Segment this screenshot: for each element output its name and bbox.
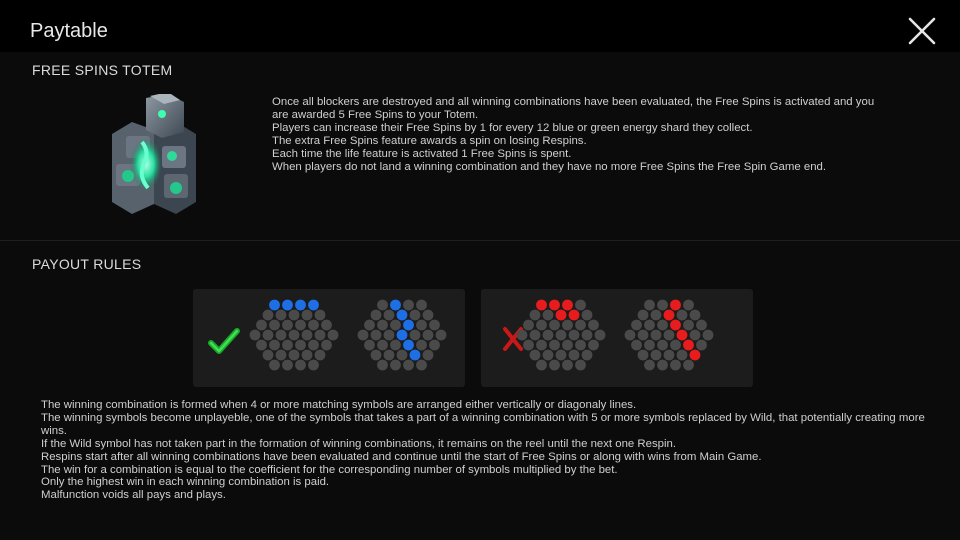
symbol-dot	[282, 320, 293, 331]
highlighted-symbol-dot	[397, 330, 408, 341]
symbol-dot	[371, 330, 382, 341]
symbol-dot	[523, 340, 534, 351]
highlighted-symbol-dot	[664, 310, 675, 321]
symbol-dot	[670, 360, 681, 371]
symbol-dot	[562, 360, 573, 371]
symbol-dot	[683, 360, 694, 371]
symbol-dot	[543, 330, 554, 341]
symbol-dot	[549, 320, 560, 331]
symbol-dot	[289, 310, 300, 321]
symbol-dot	[543, 310, 554, 321]
symbol-dot	[397, 350, 408, 361]
symbol-dot	[631, 320, 642, 331]
highlighted-symbol-dot	[410, 350, 421, 361]
symbol-dot	[582, 310, 593, 321]
symbol-dot	[651, 310, 662, 321]
symbol-dot	[703, 330, 714, 341]
symbol-dot	[517, 330, 528, 341]
invalid-combination-example	[481, 289, 753, 387]
symbol-dot	[523, 320, 534, 331]
symbol-dot	[302, 350, 313, 361]
symbol-dot	[403, 300, 414, 311]
symbol-dot	[677, 350, 688, 361]
highlighted-symbol-dot	[308, 300, 319, 311]
symbol-dot	[295, 360, 306, 371]
symbol-dot	[556, 350, 567, 361]
payout-rule-paragraph: The win for a combination is equal to the coefficient for the corresponding number of symbols multiplied by the bet.	[41, 463, 618, 476]
symbol-dot	[651, 330, 662, 341]
symbol-dot	[690, 310, 701, 321]
highlighted-symbol-dot	[677, 330, 688, 341]
symbol-dot	[403, 360, 414, 371]
symbol-dot	[562, 320, 573, 331]
symbol-dot	[256, 340, 267, 351]
highlighted-symbol-dot	[397, 310, 408, 321]
symbol-dot	[543, 350, 554, 361]
symbol-dot	[429, 340, 440, 351]
symbol-dot	[644, 320, 655, 331]
symbol-dot	[664, 350, 675, 361]
symbol-dot	[377, 300, 388, 311]
symbol-dot	[536, 320, 547, 331]
symbol-dot	[295, 320, 306, 331]
symbol-dot	[644, 340, 655, 351]
symbol-dot	[315, 350, 326, 361]
close-icon[interactable]	[905, 14, 939, 48]
symbol-dot	[315, 310, 326, 321]
symbol-dot	[371, 310, 382, 321]
symbol-dot	[429, 320, 440, 331]
symbol-dot	[638, 310, 649, 321]
page-title: Paytable	[30, 20, 108, 42]
highlighted-symbol-dot	[562, 300, 573, 311]
payout-rule-paragraph: Malfunction voids all pays and plays.	[41, 489, 226, 502]
symbol-dot	[696, 320, 707, 331]
symbol-dot	[390, 340, 401, 351]
symbol-dot	[410, 330, 421, 341]
symbol-dot	[416, 360, 427, 371]
symbol-dot	[377, 320, 388, 331]
symbol-dot	[549, 360, 560, 371]
symbol-dot	[377, 340, 388, 351]
symbol-dot	[276, 330, 287, 341]
symbol-dot	[289, 350, 300, 361]
symbol-dot	[384, 330, 395, 341]
symbol-dot	[549, 340, 560, 351]
symbol-dot	[595, 330, 606, 341]
symbol-dot	[384, 350, 395, 361]
symbol-dot	[308, 340, 319, 351]
symbol-dot	[282, 340, 293, 351]
symbol-dot	[423, 330, 434, 341]
payout-rule-paragraph: The winning combination is formed when 4 or more matching symbols are arranged either vertically or diagonaly lines.	[41, 399, 637, 411]
symbol-dot	[423, 310, 434, 321]
highlighted-symbol-dot	[569, 310, 580, 321]
symbol-dot	[416, 340, 427, 351]
symbol-dot	[308, 360, 319, 371]
symbol-dot	[588, 320, 599, 331]
symbol-dot	[644, 360, 655, 371]
symbol-dot	[256, 320, 267, 331]
symbol-dot	[575, 320, 586, 331]
symbol-dot	[530, 310, 541, 321]
symbol-dot	[358, 330, 369, 341]
free-spins-paragraph: The extra Free Spins feature awards a spin on losing Respins.	[272, 134, 587, 147]
symbol-dot	[269, 340, 280, 351]
highlighted-symbol-dot	[390, 300, 401, 311]
symbol-dot	[295, 340, 306, 351]
symbol-dot	[536, 360, 547, 371]
symbol-dot	[657, 320, 668, 331]
symbol-dot	[575, 360, 586, 371]
symbol-dot	[250, 330, 261, 341]
symbol-dot	[276, 350, 287, 361]
symbol-dot	[377, 360, 388, 371]
symbol-dot	[269, 320, 280, 331]
symbol-dot	[644, 300, 655, 311]
symbol-dot	[536, 340, 547, 351]
highlighted-symbol-dot	[403, 340, 414, 351]
free-spins-description	[272, 96, 882, 173]
symbol-dot	[276, 310, 287, 321]
highlighted-symbol-dot	[282, 300, 293, 311]
payout-rule-paragraph: Only the highest win in each winning combination is paid.	[41, 476, 330, 489]
symbol-dot	[582, 330, 593, 341]
symbol-dot	[582, 350, 593, 361]
symbol-dot	[638, 350, 649, 361]
symbol-dot	[530, 330, 541, 341]
highlighted-symbol-dot	[683, 340, 694, 351]
payout-rule-paragraph: Respins start after all winning combinations have been evaluated and continue until the start of Free Spins or along with wins from Main Game.	[41, 450, 762, 463]
highlighted-symbol-dot	[556, 310, 567, 321]
symbol-dot	[677, 310, 688, 321]
symbol-dot	[263, 310, 274, 321]
symbol-dot	[423, 350, 434, 361]
symbol-dot	[390, 360, 401, 371]
free-spins-heading: FREE SPINS TOTEM	[32, 62, 173, 78]
symbol-dot	[302, 310, 313, 321]
highlighted-symbol-dot	[549, 300, 560, 311]
symbol-dot	[569, 330, 580, 341]
highlighted-symbol-dot	[295, 300, 306, 311]
symbol-dot	[436, 330, 447, 341]
highlighted-symbol-dot	[670, 320, 681, 331]
symbol-dot	[416, 300, 427, 311]
symbol-dot	[384, 310, 395, 321]
free-spins-paragraph: Once all blockers are destroyed and all winning combinations have been evaluated, the Free Spins is activated and you are awarded 5 Free Spins to your Totem.	[272, 96, 875, 121]
symbol-dot	[302, 330, 313, 341]
symbol-dot	[683, 300, 694, 311]
green-checkmark-icon	[211, 331, 237, 351]
symbol-dot	[364, 340, 375, 351]
valid-combination-example	[193, 289, 465, 387]
payout-rules-description	[41, 399, 931, 502]
symbol-dot	[269, 360, 280, 371]
symbol-dot	[390, 320, 401, 331]
payout-rules-heading: PAYOUT RULES	[32, 256, 142, 272]
symbol-dot	[562, 340, 573, 351]
symbol-dot	[410, 310, 421, 321]
symbol-dot	[625, 330, 636, 341]
payout-rule-paragraph: The winning symbols become unplayeble, one of the symbols that takes a part of a winning combination with 5 or more symbols replaced by Wild, that potentially creating more wins.	[41, 411, 925, 437]
symbol-dot	[657, 360, 668, 371]
free-spins-paragraph: When players do not land a winning combination and they have no more Free Spins the Free Spin Game end.	[272, 160, 827, 173]
highlighted-symbol-dot	[536, 300, 547, 311]
symbol-dot	[282, 360, 293, 371]
symbol-dot	[696, 340, 707, 351]
symbol-dot	[263, 330, 274, 341]
payout-rule-paragraph: If the Wild symbol has not taken part in the formation of winning combinations, it remains on the reel until the next one Respin.	[41, 437, 677, 450]
symbol-dot	[569, 350, 580, 361]
highlighted-symbol-dot	[403, 320, 414, 331]
symbol-dot	[657, 300, 668, 311]
symbol-dot	[321, 340, 332, 351]
symbol-dot	[690, 330, 701, 341]
symbol-dot	[651, 350, 662, 361]
symbol-dot	[575, 300, 586, 311]
symbol-dot	[416, 320, 427, 331]
symbol-dot	[364, 320, 375, 331]
symbol-dot	[638, 330, 649, 341]
symbol-dot	[371, 350, 382, 361]
symbol-dot	[315, 330, 326, 341]
symbol-dot	[289, 330, 300, 341]
totem-image	[92, 94, 248, 216]
symbol-dot	[328, 330, 339, 341]
symbol-dot	[556, 330, 567, 341]
free-spins-paragraph: Each time the life feature is activated 1 Free Spins is spent.	[272, 147, 572, 160]
symbol-dot	[308, 320, 319, 331]
symbol-dot	[631, 340, 642, 351]
symbol-dot	[530, 350, 541, 361]
symbol-dot	[670, 340, 681, 351]
symbol-dot	[657, 340, 668, 351]
symbol-dot	[683, 320, 694, 331]
symbol-dot	[588, 340, 599, 351]
symbol-dot	[664, 330, 675, 341]
highlighted-symbol-dot	[690, 350, 701, 361]
symbol-dot	[263, 350, 274, 361]
highlighted-symbol-dot	[670, 300, 681, 311]
highlighted-symbol-dot	[269, 300, 280, 311]
symbol-dot	[321, 320, 332, 331]
symbol-dot	[575, 340, 586, 351]
free-spins-paragraph: Players can increase their Free Spins by 1 for every 12 blue or green energy shard they collect.	[272, 121, 753, 134]
